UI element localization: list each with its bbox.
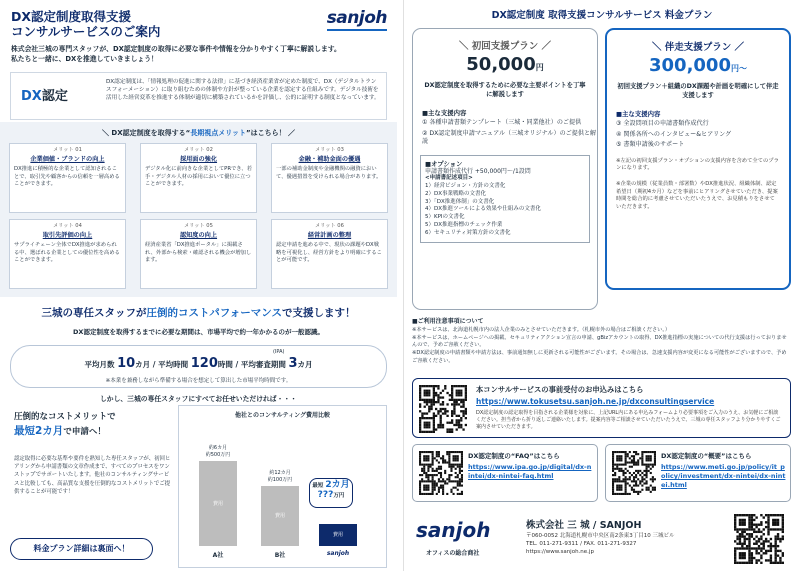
intro-text [11, 44, 391, 64]
plan-item: ② DX認定制度申請マニュアル（三城オリジナル）のご提供と解説 [422, 129, 597, 145]
option-item: 4）DX推進ツールによる効果や仕組みの文書化 [425, 206, 541, 213]
cost-performance-headline [0, 305, 397, 320]
initial-support-plan [412, 28, 598, 310]
stat-unit-review: カ月 [297, 360, 313, 369]
merit-body: 認定申請を進める中で、現状の課題やDX戦略を可視化し、経営方針をより明確にすることが可能です。 [276, 242, 382, 264]
faq-link[interactable]: https://www.ipa.go.jp/digital/dx-nintei/dx-nintei-faq.html [468, 463, 592, 480]
option-item: 2）DX事業戦略の文書化 [425, 190, 487, 197]
option-item: 1）経営ビジョン・方針の文書化 [425, 183, 506, 190]
dx-logo-prefix: DX [21, 89, 42, 104]
x-category-label: A社 [212, 552, 224, 559]
option-box [420, 155, 590, 243]
company-name: 株式会社 三 城 / SANJOH [526, 520, 642, 531]
merit-card [140, 219, 257, 289]
x-category-label: sanjoh [326, 550, 350, 557]
cost-merit-line-2: で申請へ！ [63, 427, 106, 437]
notice-line: ※本サービスは、ホームページへの掲載、セキュリティアクション宣言の申請、gBizアカウントの取得、DX推進指標の実施についての代行支援は行っておりませんので、予めご容赦ください。 [412, 334, 787, 349]
company-address [526, 532, 674, 556]
stats-note: ※本業を兼務しながら準備する場合を想定して算出した市場平均時間です。 [105, 378, 292, 384]
merit-card [140, 143, 257, 213]
market-average-stats [10, 345, 387, 388]
chart-title: 他社とのコンサルティング費用比較 [234, 412, 331, 419]
plan-item: ① 各種申請書類テンプレート（三城・同業他社）のご提供 [422, 119, 582, 126]
footer-qr-code[interactable] [734, 514, 784, 564]
dx-logo-suffix: 認定 [41, 89, 68, 104]
bar-inner-label: 費用 [332, 532, 343, 538]
apply-title: 本コンサルサービスの事前受付のお申込みはこちら [476, 385, 644, 394]
merit-title: 認知度の向上 [179, 232, 218, 239]
plan-price-value: 300,000 [649, 55, 731, 76]
merit-number: メリット 06 [315, 223, 344, 229]
callout-unit: 万円 [333, 493, 345, 499]
page-title [11, 9, 160, 39]
dx-description: DX認定制度は、「情報処理の促進に関する法律」に基づき経済産業省が定めた制度で、DX（デジタルトランスフォーメーション）に取り組むための体制や方針が整っている企業を認定する仕組みです。デジタル技術を活用した経営変革を推進する体制が適切に構築されているかを評価し、公的に証明する制度となっています。 [106, 79, 380, 102]
option-sub-title: <申請書記述項目> [425, 175, 473, 182]
merit-title: 経営計画の整理 [307, 232, 352, 239]
dx-nintei-logo [21, 85, 68, 104]
plan-price-value: 50,000 [466, 54, 536, 75]
title-line-1: DX認定制度取得支援 [11, 9, 132, 24]
front-page [0, 0, 397, 571]
merit-title: 金融・補助金面の優遇 [298, 156, 361, 163]
price-plan-button[interactable]: 料金プラン詳細は裏面へ！ [10, 538, 153, 560]
ipa-label: (IPA) [273, 349, 285, 355]
plan-description: 初回支援プラン＋組織のDX課題や計画を明確にして伴走支援します [617, 83, 779, 99]
option-item: 5）KPIの文書化 [425, 214, 465, 221]
title-line-2: コンサルサービスのご案内 [11, 24, 161, 39]
plan-price-unit: 円〜 [730, 64, 747, 73]
merit-section [0, 122, 397, 297]
notice-line: ※本サービスは、北海道札幌市内の法人企業のみとさせていただきます。（札幌市外の場合はご相談ください。） [412, 326, 671, 333]
merit-number: メリット 03 [315, 147, 344, 153]
option-item: 3）「DX推進体制」の文書化 [425, 198, 495, 205]
back-page [403, 0, 800, 571]
plan-price [607, 55, 789, 76]
cost-merit-line-1: 圧倒的なコストメリットで [14, 412, 116, 422]
dx-explanation-box [10, 72, 387, 120]
merit-body: 経済産業省「DX推進ポータル」に掲載され、外部から検索・確認される機会が増加します。 [145, 242, 252, 264]
footer-logo: sanjoh [416, 518, 491, 542]
callout-label: 最短 [312, 483, 324, 489]
footer-tagline: オフィスの総合商社 [426, 550, 480, 557]
cost-merit-body: 認定取得に必要な基準や要件を熟知した専任スタッフが、初回ヒアリングから申請書類の文章作成まで、すべてのプロセスをワンストップでサポートいたします。他社のコンサルティングサービスと比較しても、高品質な支援を圧倒的なコストメリットでご提供することが可能です！ [14, 456, 171, 495]
website-url[interactable]: https://www.sanjoh.ne.jp [526, 549, 594, 555]
x-category-label: B社 [274, 552, 286, 559]
market-average-subtitle: DX認定制度を取得するまでに必要な期間は、市場平均で約一年かかるのが一般認識。 [73, 328, 324, 336]
option-title: ■オプション [425, 159, 463, 168]
merit-title: 企業価値・ブランドの向上 [30, 156, 105, 163]
merit-body: サプライチェーン全体でDX推進が求められる中、選ばれる企業としての優位性を高めることができます。 [14, 242, 120, 264]
stats-line [11, 356, 386, 371]
merit-heading-post: ”はこちら！ ／ [245, 129, 296, 137]
overview-qr-code[interactable] [612, 451, 656, 495]
stat-label-hours: / 平均時間 [150, 360, 189, 369]
plan-section-title: ■主な支援内容 [422, 109, 467, 117]
plan-name: ＼ 初回支援プラン ／ [458, 41, 552, 52]
merit-card [271, 219, 388, 289]
plan-item: ③ 全設問項目の申請書類作成代行 [616, 120, 709, 127]
accompanying-support-plan [605, 28, 791, 290]
overview-link[interactable]: https://www.meti.go.jp/policy/it_policy/investment/dx-nintei/dx-nintei.html [661, 463, 786, 489]
option-item: 5）DX推進指標のチェック作業 [425, 222, 503, 229]
notice-title: ■ご利用注意事項について [412, 318, 484, 325]
headline-pre: 三城の専任スタッフが [41, 307, 147, 319]
faq-title: DX認定制度の“FAQ”はこちら [468, 452, 560, 460]
merit-number: メリット 04 [53, 223, 82, 229]
callout-price: ??? [317, 490, 334, 500]
apply-description: DX認定制度の認定取得を目指される企業様を対象に、上記URL内にある申込みフォームより必要事項をご入力のうえ、お気軽にご相談ください。担当者から折り返しご連絡いたします。提案内容等ご相談させていただいたうえで、三城の専任スタッフより分かりやすくご案内させていただきます。 [476, 410, 781, 431]
merit-card [9, 219, 126, 289]
company-footer [404, 510, 800, 571]
merit-heading [0, 128, 397, 138]
stat-unit-months: カ月 [135, 360, 151, 369]
merit-body: 一部の補助金制度や金融機関の融資において、優遇措置を受けられる場合があります。 [276, 166, 382, 180]
overview-title: DX認定制度の“概要”はこちら [661, 452, 752, 460]
plan-note: ※企業の規模（従業員数・部署数）やDX推進状況、組織体制、認定希望日（期初4カ月）などを事前にヒアリングさせていただき、提案時間を総合的に考慮させていただいたうえで、お見積もりをさせていただきます。 [616, 180, 778, 211]
sanjoh-logo: sanjoh [327, 8, 387, 31]
plan-section-title: ■主な支援内容 [616, 110, 661, 118]
stat-value-review: 3 [288, 356, 298, 371]
bar-top-label: 約12カ月 約100万円 [267, 470, 293, 483]
price-plan-title: DX認定制度 取得支援コンサルサービス 料金プラン [491, 10, 713, 21]
stat-value-hours: 120 [190, 356, 218, 371]
headline-post: で支援します！ [281, 307, 356, 319]
merit-body: DX推進に積極的な企業として認知されることで、取引先や顧客からの信頼を一層高めることができます。 [14, 166, 120, 188]
merit-card [271, 143, 388, 213]
cost-merit-heading [14, 410, 116, 439]
callout-months: 2カ月 [325, 480, 350, 490]
merit-heading-pre: ＼ DX認定制度を取得する“ [101, 129, 191, 137]
usage-notice [412, 318, 791, 366]
cost-merit-emphasis: 最短2カ月 [14, 425, 64, 437]
plan-description: DX認定制度を取得するために必要な主要ポイントを丁寧に解説します [424, 82, 586, 98]
merit-heading-emphasis: 長期視点メリット [190, 129, 246, 137]
address-line: 〒060-0052 北海道札幌市中央区南2条東3丁目10 三城ビル [526, 533, 675, 539]
transition-line: しかし、三城の専任スタッフにすべてお任せいただければ・・・ [100, 395, 297, 403]
stat-value-months: 10 [117, 356, 136, 371]
cost-comparison-chart [178, 405, 387, 568]
intro-line-2: 私たちと一緒に、DXを推進していきましょう！ [11, 55, 158, 63]
plan-item: ⑤ 書類申請後のサポート [616, 141, 685, 148]
option-item: 6）セキュリティ対策方針の文書化 [425, 229, 511, 236]
merit-title: 取引先評価の向上 [42, 232, 93, 239]
headline-emphasis: 圧倒的コストパフォーマンス [146, 307, 282, 319]
overview-box [605, 444, 791, 502]
plan-item: ④ 関係各所へのインタビュー&ヒアリング [616, 130, 732, 138]
intro-line-1: 株式会社三城の専門スタッフが、DX認定制度の取得に必要な事件や情報を分かりやすく丁寧に解説します。 [11, 45, 341, 53]
apply-qr-code[interactable] [419, 385, 467, 433]
phone-fax: TEL. 011-271-9311 / FAX. 011-271-9327 [526, 541, 637, 547]
notice-line: ※DX認定制度の申請書類や申請方法は、事前通知無しに更新される可能性がございます。その場合は、急速支援内容が変更になる可能性がございますので、予めご容赦ください。 [412, 350, 787, 364]
sanjoh-callout [309, 478, 353, 508]
bar-inner-label: 費用 [274, 513, 285, 519]
faq-qr-code[interactable] [419, 451, 463, 495]
stat-label-review: / 平均審査期間 [232, 360, 286, 369]
plan-name: ＼ 伴走支援プラン ／ [651, 42, 745, 53]
merit-body: デジタル化に前向きな企業としてPRでき、若手・デジタル人材の採用において優位に立つことができます。 [145, 166, 252, 188]
bar-inner-label: 費用 [212, 500, 223, 507]
plan-price [413, 54, 597, 75]
merit-title: 採用面の強化 [179, 156, 218, 163]
faq-box [412, 444, 598, 502]
application-box [412, 378, 791, 438]
stat-unit-hours: 時間 [217, 360, 233, 369]
bar-top-label: 約6カ月 約500万円 [205, 445, 231, 458]
plan-price-unit: 円 [535, 63, 544, 72]
option-line: 申請書類作成代行 +50,000円〜/1設問 [425, 167, 531, 175]
merit-number: メリット 02 [184, 147, 213, 153]
merit-card [9, 143, 126, 213]
plan-note: ※左記の初回支援プラン・オプションの支援内容を含めて全てのプランになります。 [616, 157, 779, 172]
merit-number: メリット 01 [53, 147, 82, 153]
apply-link[interactable]: https://www.tokusetsu.sanjoh.ne.jp/dxconsultingservice [476, 397, 715, 406]
merit-number: メリット 05 [184, 223, 213, 229]
stat-label-months: 平均月数 [84, 360, 115, 369]
